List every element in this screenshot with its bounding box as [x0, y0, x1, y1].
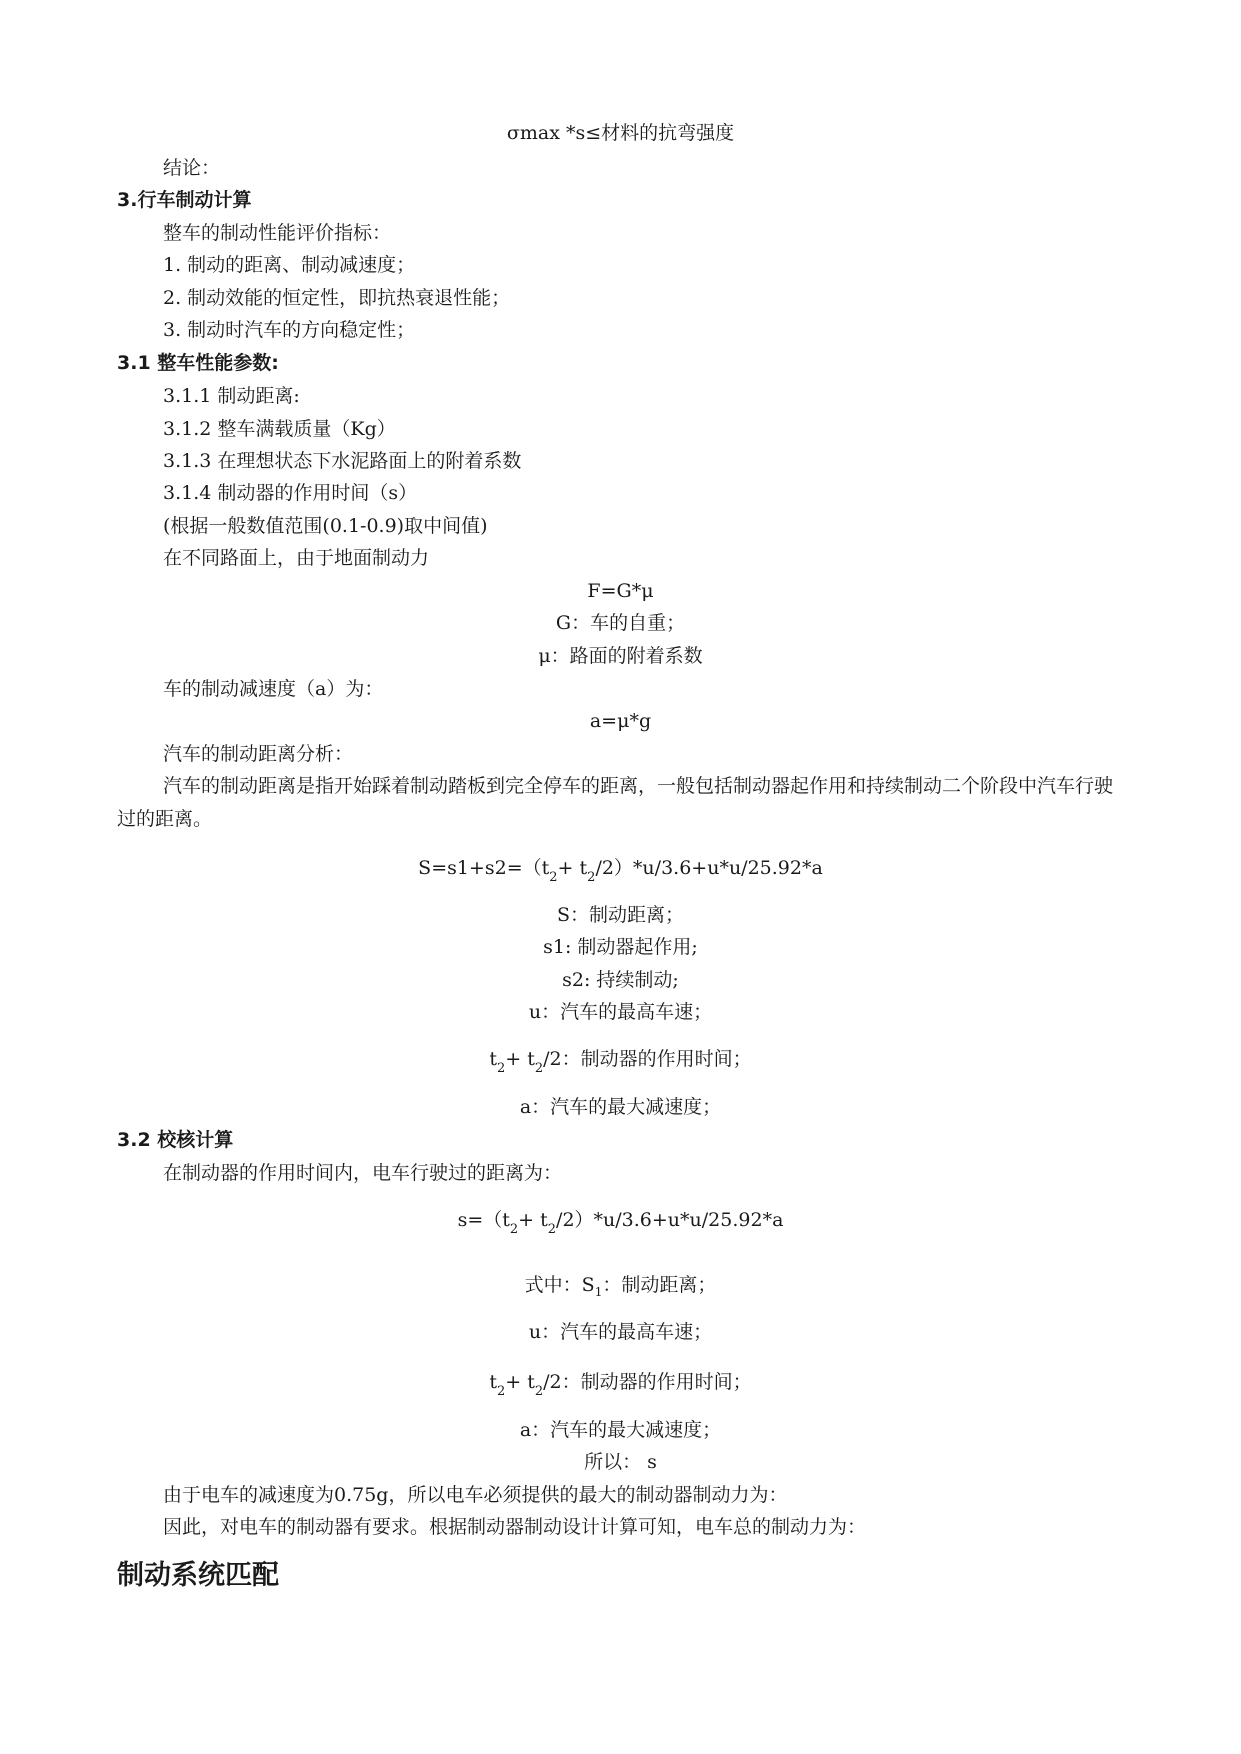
where-part: 式中：S — [524, 1274, 595, 1296]
subscript: 2 — [587, 870, 596, 885]
s2-definition: s2: 持续制动; — [562, 969, 679, 991]
decel-intro: 车的制动减速度（a）为： — [163, 678, 384, 700]
where-part: ：制动距离； — [602, 1274, 717, 1296]
section-heading-3: 3.行车制动计算 — [117, 189, 252, 211]
section-heading-3-1: 3.1 整车性能参数: — [117, 352, 279, 374]
subscript: 2 — [534, 1384, 544, 1399]
t-definition-part: t — [489, 1371, 497, 1393]
subscript: 1 — [594, 1285, 603, 1299]
check-formula-part: s=（t — [457, 1209, 510, 1231]
subscript: 2 — [509, 1222, 519, 1237]
t-definition-2 — [0, 1370, 1241, 1397]
eval-item-1: 1. 制动的距离、制动减速度； — [163, 254, 416, 276]
a-formula: a=μ*g — [589, 710, 652, 732]
subscript: 2 — [496, 1384, 506, 1399]
distance-paragraph: 汽车的制动距离是指开始踩着制动踏板到完全停车的距离，一般包括制动器起作用和持续制动二个阶段中汽车行驶过的距离。 — [117, 775, 1114, 830]
brake-system-matching-heading: 制动系统匹配 — [117, 1560, 279, 1591]
u-definition: u：汽车的最高车速； — [528, 1001, 713, 1023]
t-definition-part: /2：制动器的作用时间； — [543, 1371, 752, 1393]
g-definition: G：车的自重； — [555, 612, 686, 634]
eval-intro: 整车的制动性能评价指标： — [163, 222, 392, 244]
param-3-1-4: 3.1.4 制动器的作用时间（s） — [163, 482, 418, 504]
s-formula-part: S=s1+s2=（t — [418, 857, 550, 879]
ground-force-text: 在不同路面上，由于地面制动力 — [163, 547, 430, 569]
t-definition-part: /2：制动器的作用时间； — [543, 1048, 752, 1070]
s1-definition: s1: 制动器起作用; — [543, 936, 698, 958]
s-definition: S：制动距离； — [556, 904, 685, 926]
param-3-1-3: 3.1.3 在理想状态下水泥路面上的附着系数 — [163, 450, 522, 472]
t-definition-part: + t — [505, 1048, 535, 1070]
distance-analysis-label: 汽车的制动距离分析： — [163, 743, 354, 765]
check-formula-part: + t — [518, 1209, 548, 1231]
a-definition-2: a：汽车的最大减速度； — [519, 1419, 722, 1441]
subscript: 2 — [547, 1222, 557, 1237]
check-formula — [0, 1208, 1241, 1235]
s-formula — [0, 856, 1241, 883]
sigma-formula: σmax *s≤材料的抗弯强度 — [506, 122, 735, 144]
range-note: (根据一般数值范围(0.1-0.9)取中间值) — [163, 515, 488, 537]
section-heading-3-2: 3.2 校核计算 — [117, 1129, 234, 1151]
subscript: 2 — [534, 1061, 544, 1076]
eval-item-3: 3. 制动时汽车的方向稳定性； — [163, 319, 416, 341]
s-formula-part: + t — [557, 857, 588, 879]
t-definition — [0, 1047, 1241, 1074]
so-line: 所以： s — [584, 1451, 657, 1473]
subscript: 2 — [549, 870, 558, 885]
t-definition-part: + t — [505, 1371, 535, 1393]
subscript: 2 — [496, 1061, 506, 1076]
mu-definition: μ：路面的附着系数 — [538, 645, 703, 667]
therefore-text: 因此，对电车的制动器有要求。根据制动器制动设计计算可知，电车总的制动力为： — [163, 1516, 867, 1538]
decel-075-text: 由于电车的减速度为0.75g，所以电车必须提供的最大的制动器制动力为： — [163, 1484, 788, 1506]
eval-item-2: 2. 制动效能的恒定性，即抗热衰退性能； — [163, 287, 511, 309]
check-formula-part: /2）*u/3.6+u*u/25.92*a — [556, 1209, 784, 1231]
f-formula: F=G*μ — [587, 580, 654, 602]
s-formula-part: /2）*u/3.6+u*u/25.92*a — [595, 857, 823, 879]
param-3-1-2: 3.1.2 整车满载质量（Kg） — [163, 418, 396, 440]
param-3-1-1: 3.1.1 制动距离: — [163, 385, 300, 407]
check-intro: 在制动器的作用时间内，电车行驶过的距离为： — [163, 1162, 563, 1184]
where-definition — [0, 1273, 1241, 1299]
conclusion-label: 结论： — [163, 157, 221, 179]
t-definition-part: t — [489, 1048, 497, 1070]
a-definition: a：汽车的最大减速度； — [519, 1096, 722, 1118]
u-definition-2: u：汽车的最高车速； — [528, 1321, 713, 1343]
